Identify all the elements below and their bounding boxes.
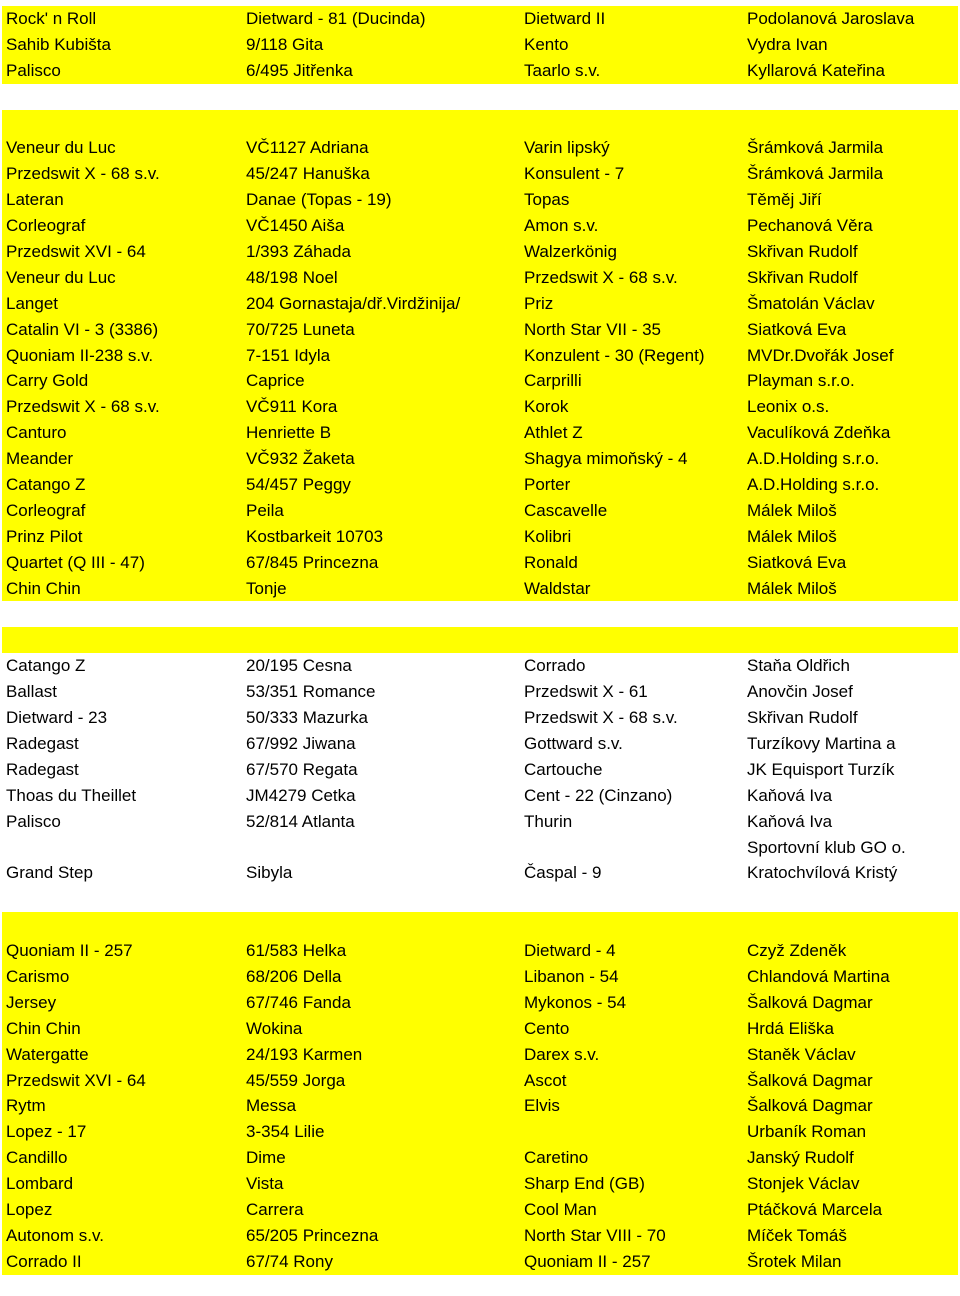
table-row [2, 1249, 958, 1275]
sire-cell[interactable]: Sharp End (GB) [524, 1174, 645, 1194]
owner-cell[interactable]: Kyllarová Kateřina [747, 60, 885, 80]
owner-cell[interactable]: Vaculíková Zdeňka [747, 423, 891, 443]
sire-cell[interactable]: Libanon - 54 [524, 966, 619, 986]
horse-name-cell[interactable]: Przedswit X - 68 s.v. [6, 164, 160, 184]
table-row [0, 84, 960, 110]
owner-cell[interactable]: A.D.Holding s.r.o. [747, 449, 880, 469]
dam-cell[interactable]: Vista [246, 1174, 284, 1194]
horse-name-cell[interactable]: Lopez [6, 1199, 53, 1219]
owner-cell[interactable]: Šalková Dagmar [747, 1070, 873, 1090]
horse-name-cell[interactable]: Watergatte [6, 1044, 89, 1064]
owner-cell[interactable]: Málek Miloš [747, 500, 837, 520]
sire-cell[interactable]: Kolibri [524, 526, 572, 546]
sire-cell[interactable]: Topas [524, 190, 570, 210]
owner-cell[interactable]: Czyž Zdeněk [747, 941, 847, 961]
dam-cell[interactable]: Kostbarkeit 10703 [246, 526, 384, 546]
owner-cell[interactable]: Skřivan Rudolf [747, 242, 858, 262]
owner-cell[interactable]: Hrdá Eliška [747, 1018, 834, 1038]
table-row [2, 1171, 958, 1197]
table-row [0, 601, 960, 627]
table-row [2, 239, 958, 265]
dam-cell[interactable]: Sibyla [246, 863, 293, 883]
table-row [0, 731, 960, 757]
sire-cell[interactable]: Caretino [524, 1148, 589, 1168]
horse-name-cell[interactable]: Quartet (Q III - 47) [6, 552, 145, 572]
dam-cell[interactable]: 20/195 Cesna [246, 656, 352, 676]
dam-cell[interactable]: VČ932 Žaketa [246, 449, 355, 469]
sire-cell[interactable]: Korok [524, 397, 569, 417]
dam-cell[interactable]: VČ911 Kora [246, 397, 338, 417]
table-row [2, 135, 958, 161]
dam-cell[interactable]: 67/74 Rony [246, 1251, 333, 1271]
dam-cell[interactable]: 54/457 Peggy [246, 475, 351, 495]
table-row [2, 110, 958, 136]
horse-name-cell[interactable]: Corleograf [6, 216, 86, 236]
table-row [2, 6, 958, 32]
owner-cell[interactable]: Urbaník Roman [747, 1122, 867, 1142]
owner-cell[interactable]: Staňa Oldřich [747, 656, 850, 676]
horse-name-cell[interactable]: Langet [6, 293, 58, 313]
sire-cell[interactable]: Przedswit X - 68 s.v. [524, 708, 678, 728]
sire-cell[interactable]: North Star VIII - 70 [524, 1225, 666, 1245]
owner-cell[interactable]: Ptáčková Marcela [747, 1199, 883, 1219]
table-row [2, 550, 958, 576]
horse-name-cell[interactable]: Quoniam II-238 s.v. [6, 345, 154, 365]
table-row [2, 1042, 958, 1068]
horse-name-cell[interactable]: Ballast [6, 682, 58, 702]
dam-cell[interactable]: 52/814 Atlanta [246, 811, 355, 831]
owner-cell[interactable]: Těměj Jiří [747, 190, 822, 210]
horse-name-cell[interactable]: Veneur du Luc [6, 138, 116, 158]
horse-name-cell[interactable]: Palisco [6, 811, 61, 831]
table-row [2, 990, 958, 1016]
horse-name-cell[interactable]: Chin Chin [6, 578, 81, 598]
owner-cell[interactable]: Podolanová Jaroslava [747, 9, 915, 28]
table-row [2, 368, 958, 394]
sire-cell[interactable]: Thurin [524, 811, 573, 831]
horse-name-cell[interactable]: Przedswit XVI - 64 [6, 1070, 146, 1090]
table-row [2, 1223, 958, 1249]
table-row [0, 886, 960, 912]
table-row [2, 446, 958, 472]
horse-name-cell[interactable]: Radegast [6, 759, 79, 779]
dam-cell[interactable]: 7-151 Idyla [246, 345, 331, 365]
horse-name-cell[interactable]: Corrado II [6, 1251, 82, 1271]
sire-cell[interactable]: Taarlo s.v. [524, 60, 601, 80]
horse-name-cell[interactable]: Przedswit XVI - 64 [6, 242, 146, 262]
dam-cell[interactable]: Wokina [246, 1018, 303, 1038]
dam-cell[interactable]: 67/992 Jiwana [246, 733, 356, 753]
owner-cell[interactable]: Šrotek Milan [747, 1251, 842, 1271]
horse-name-cell[interactable]: Grand Step [6, 863, 93, 883]
table-row [2, 1119, 958, 1145]
sire-cell[interactable]: Waldstar [524, 578, 591, 598]
sire-cell[interactable]: Cascavelle [524, 500, 608, 520]
owner-cell[interactable]: Málek Miloš [747, 526, 837, 546]
horse-name-cell[interactable]: Candillo [6, 1148, 68, 1168]
sire-cell[interactable]: Przedswit X - 68 s.v. [524, 267, 678, 287]
table-row [2, 1068, 958, 1094]
horse-name-cell[interactable]: Radegast [6, 733, 79, 753]
sire-cell[interactable]: Przedswit X - 61 [524, 682, 648, 702]
horse-name-cell[interactable]: Catango Z [6, 475, 86, 495]
dam-cell[interactable]: 68/206 Della [246, 966, 342, 986]
table-row [2, 213, 958, 239]
sire-cell[interactable]: Konzulent - 30 (Regent) [524, 345, 705, 365]
dam-cell[interactable]: 67/570 Regata [246, 759, 358, 779]
sire-cell[interactable]: Porter [524, 475, 571, 495]
table-row [0, 809, 960, 835]
table-row [0, 757, 960, 783]
owner-cell[interactable]: Šmatolán Václav [747, 293, 875, 313]
sire-cell[interactable]: Varin lipský [524, 138, 610, 158]
owner-cell[interactable]: A.D.Holding s.r.o. [747, 475, 880, 495]
dam-cell[interactable]: 45/247 Hanuška [246, 164, 370, 184]
table-row [0, 860, 960, 886]
dam-cell[interactable]: Caprice [246, 371, 305, 391]
table-row [2, 912, 958, 938]
sire-cell[interactable]: Athlet Z [524, 423, 583, 443]
sire-cell[interactable]: Darex s.v. [524, 1044, 600, 1064]
table-row [2, 58, 958, 84]
dam-cell[interactable]: Henriette B [246, 423, 332, 443]
table-row [2, 1016, 958, 1042]
table-row [2, 1093, 958, 1119]
sire-cell[interactable]: Dietward II [524, 9, 606, 28]
dam-cell[interactable]: 70/725 Luneta [246, 319, 355, 339]
dam-cell[interactable]: 50/333 Mazurka [246, 708, 368, 728]
owner-cell[interactable]: Siatková Eva [747, 552, 847, 572]
table-row [2, 317, 958, 343]
owner-cell[interactable]: Šrámková Jarmila [747, 138, 884, 158]
sire-cell[interactable]: Elvis [524, 1096, 560, 1116]
horse-name-cell[interactable]: Palisco [6, 60, 61, 80]
table-row [2, 343, 958, 369]
table-row [2, 472, 958, 498]
table-row [2, 964, 958, 990]
dam-cell[interactable]: 24/193 Karmen [246, 1044, 363, 1064]
dam-cell[interactable]: 9/118 Gita [246, 34, 324, 54]
table-row [0, 783, 960, 809]
owner-cell[interactable]: Chlandová Martina [747, 966, 890, 986]
dam-cell[interactable]: Tonje [246, 578, 287, 598]
sire-cell[interactable]: Cartouche [524, 759, 603, 779]
owner-cell[interactable]: Janský Rudolf [747, 1148, 854, 1168]
spreadsheet-table [0, 6, 960, 1275]
dam-cell[interactable]: 1/393 Záhada [246, 242, 351, 262]
sire-cell[interactable]: Ascot [524, 1070, 567, 1090]
dam-cell[interactable]: JM4279 Cetka [246, 785, 356, 805]
table-row [2, 627, 958, 653]
table-row [2, 394, 958, 420]
table-row [2, 938, 958, 964]
owner-cell[interactable]: Šalková Dagmar [747, 992, 873, 1012]
table-row [0, 653, 960, 679]
dam-cell[interactable]: 65/205 Princezna [246, 1225, 379, 1245]
owner-cell[interactable]: Málek Miloš [747, 578, 837, 598]
table-row [2, 161, 958, 187]
horse-name-cell[interactable]: Dietward - 23 [6, 708, 108, 728]
owner-cell[interactable]: Staněk Václav [747, 1044, 856, 1064]
horse-name-cell[interactable]: Chin Chin [6, 1018, 81, 1038]
sire-cell[interactable]: Dietward - 4 [524, 941, 616, 961]
owner-cell[interactable]: Kratochvílová Kristý [747, 863, 898, 883]
owner-cell[interactable]: Leonix o.s. [747, 397, 830, 417]
horse-name-cell[interactable]: Rock' n Roll [6, 9, 97, 28]
owner-cell[interactable]: Sportovní klub GO o. [747, 837, 906, 857]
sire-cell[interactable]: Quoniam II - 257 [524, 1251, 651, 1271]
dam-cell[interactable]: Dime [246, 1148, 286, 1168]
sire-cell[interactable]: Carprilli [524, 371, 582, 391]
owner-cell[interactable]: Míček Tomáš [747, 1225, 847, 1245]
horse-name-cell[interactable]: Lombard [6, 1174, 74, 1194]
dam-cell[interactable]: 53/351 Romance [246, 682, 376, 702]
horse-name-cell[interactable]: Sahib Kubišta [6, 34, 111, 54]
dam-cell[interactable]: 204 Gornastaja/dř.Virdžinija/ [246, 293, 461, 313]
dam-cell[interactable]: 6/495 Jitřenka [246, 60, 353, 80]
sire-cell[interactable]: Časpal - 9 [524, 863, 602, 883]
sire-cell[interactable]: Mykonos - 54 [524, 992, 627, 1012]
dam-cell[interactable]: 67/845 Princezna [246, 552, 379, 572]
horse-name-cell[interactable]: Lateran [6, 190, 64, 210]
table-row [2, 498, 958, 524]
table-row [2, 576, 958, 602]
owner-cell[interactable]: Kaňová Iva [747, 811, 833, 831]
horse-name-cell[interactable]: Przedswit X - 68 s.v. [6, 397, 160, 417]
owner-cell[interactable]: Skřivan Rudolf [747, 708, 858, 728]
sire-cell[interactable]: Ronald [524, 552, 578, 572]
sire-cell[interactable]: Cent - 22 (Cinzano) [524, 785, 673, 805]
owner-cell[interactable]: MVDr.Dvořák Josef [747, 345, 894, 365]
horse-name-cell[interactable]: Canturo [6, 423, 67, 443]
horse-name-cell[interactable]: Rytm [6, 1096, 46, 1116]
table-row [0, 835, 960, 861]
owner-cell[interactable]: Turzíkovy Martina a [747, 733, 896, 753]
owner-cell[interactable]: Kaňová Iva [747, 785, 833, 805]
horse-name-cell[interactable]: Lopez - 17 [6, 1122, 87, 1142]
horse-name-cell[interactable]: Carry Gold [6, 371, 89, 391]
sire-cell[interactable]: Corrado [524, 656, 586, 676]
table-row [0, 705, 960, 731]
table-row [2, 187, 958, 213]
horse-name-cell[interactable]: Thoas du Theillet [6, 785, 137, 805]
sire-cell[interactable]: Shagya mimoňský - 4 [524, 449, 688, 469]
horse-name-cell[interactable]: Catalin VI - 3 (3386) [6, 319, 159, 339]
dam-cell[interactable]: Messa [246, 1096, 297, 1116]
owner-cell[interactable]: Šrámková Jarmila [747, 164, 884, 184]
dam-cell[interactable]: VČ1450 Aiša [246, 216, 345, 236]
table-row [0, 679, 960, 705]
dam-cell[interactable]: Peila [246, 500, 284, 520]
dam-cell[interactable]: Carrera [246, 1199, 304, 1219]
sire-cell[interactable]: North Star VII - 35 [524, 319, 661, 339]
horse-name-cell[interactable]: Catango Z [6, 656, 86, 676]
horse-name-cell[interactable]: Veneur du Luc [6, 267, 116, 287]
sire-cell[interactable]: Cento [524, 1018, 570, 1038]
table-row [2, 265, 958, 291]
dam-cell[interactable]: VČ1127 Adriana [246, 138, 369, 158]
table-row [2, 291, 958, 317]
owner-cell[interactable]: Siatková Eva [747, 319, 847, 339]
sire-cell[interactable]: Priz [524, 293, 554, 313]
owner-cell[interactable]: JK Equisport Turzík [747, 759, 895, 779]
dam-cell[interactable]: Danae (Topas - 19) [246, 190, 392, 210]
horse-name-cell[interactable]: Meander [6, 449, 74, 469]
owner-cell[interactable]: Šalková Dagmar [747, 1096, 873, 1116]
horse-name-cell[interactable]: Quoniam II - 257 [6, 941, 133, 961]
table-row [2, 32, 958, 58]
sire-cell[interactable]: Amon s.v. [524, 216, 599, 236]
table-row [2, 1197, 958, 1223]
dam-cell[interactable]: 67/746 Fanda [246, 992, 351, 1012]
table-row [2, 524, 958, 550]
horse-name-cell[interactable]: Jersey [6, 992, 57, 1012]
table-row [2, 1145, 958, 1171]
dam-cell[interactable]: 3-354 Lilie [246, 1122, 325, 1142]
table-row [2, 420, 958, 446]
owner-cell[interactable]: Vydra Ivan [747, 34, 828, 54]
horse-name-cell[interactable]: Carismo [6, 966, 70, 986]
sire-cell[interactable]: Konsulent - 7 [524, 164, 625, 184]
dam-cell[interactable]: 48/198 Noel [246, 267, 338, 287]
owner-cell[interactable]: Stonjek Václav [747, 1174, 860, 1194]
sire-cell[interactable]: Walzerkönig [524, 242, 617, 262]
horse-name-cell[interactable]: Prinz Pilot [6, 526, 83, 546]
owner-cell[interactable]: Pechanová Věra [747, 216, 873, 236]
dam-cell[interactable]: 61/583 Helka [246, 941, 347, 961]
sire-cell[interactable]: Cool Man [524, 1199, 597, 1219]
owner-cell[interactable]: Playman s.r.o. [747, 371, 855, 391]
dam-cell[interactable]: Dietward - 81 (Ducinda) [246, 9, 426, 28]
sire-cell[interactable]: Kento [524, 34, 569, 54]
dam-cell[interactable]: 45/559 Jorga [246, 1070, 346, 1090]
sire-cell[interactable]: Gottward s.v. [524, 733, 623, 753]
owner-cell[interactable]: Anovčin Josef [747, 682, 853, 702]
horse-name-cell[interactable]: Autonom s.v. [6, 1225, 104, 1245]
horse-name-cell[interactable]: Corleograf [6, 500, 86, 520]
owner-cell[interactable]: Skřivan Rudolf [747, 267, 858, 287]
